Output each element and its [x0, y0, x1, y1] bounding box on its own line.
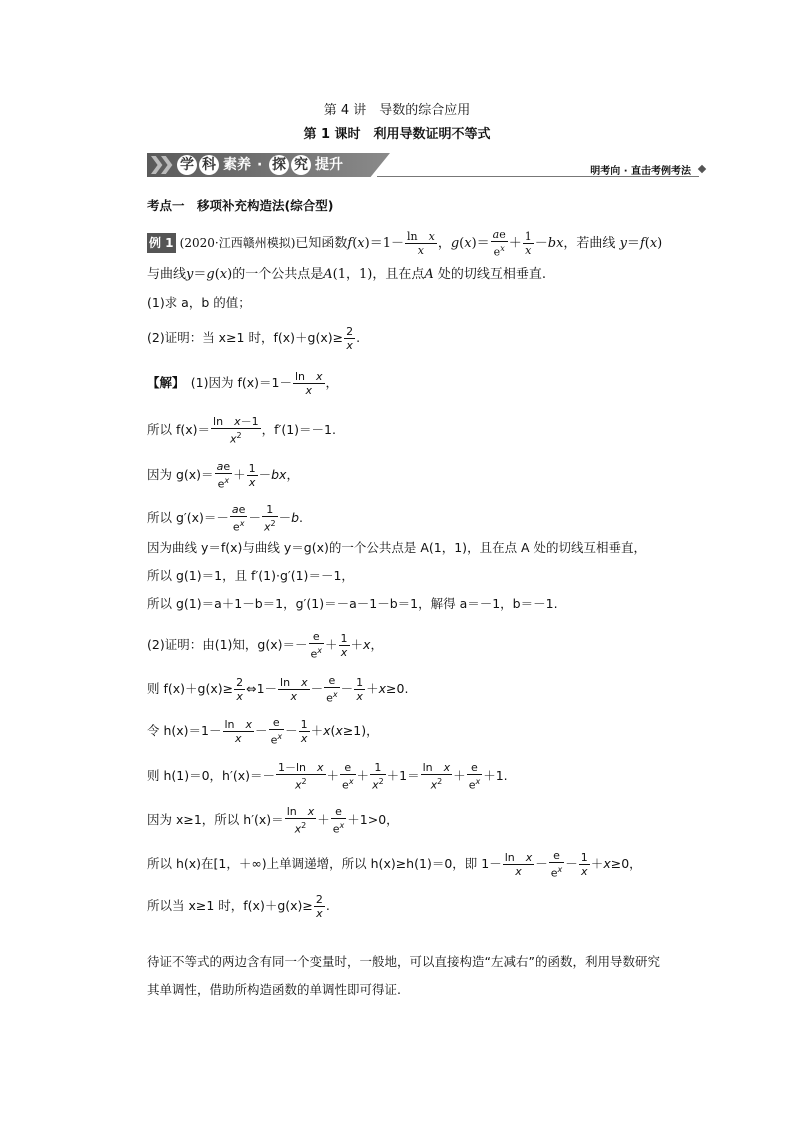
sol-line-6: 所以 g(1)＝1，且 f′(1)·g′(1)＝－1， [147, 568, 354, 583]
banner-text: 提升 [315, 157, 343, 173]
text: 与曲线 [147, 267, 187, 282]
text: (2)证明：当 x≥1 时，f(x)＋g(x)≥ [147, 330, 344, 345]
text: 令 h(x)＝1－ [147, 722, 222, 738]
sol-line-4: 所以 g′(x)＝－ $\frac{ae}{e^x}$ － $\frac{1}{x^2}$ －b. [147, 503, 303, 534]
banner-dot: · [257, 157, 263, 173]
text: 所以当 x≥1 时，f(x)＋g(x)≥ [147, 898, 313, 913]
method-summary: 待证不等式的两边含有同一个变量时，一般地，可以直接构造“左减右”的函数，利用导数研究其单调性，借助所构造函数的单调性即可得证. [147, 954, 660, 997]
text: 所以 f(x)＝ [147, 421, 211, 437]
sol-line-12: 因为 x≥1，所以 h′(x)＝ $\frac{\text{ln x}}{x^2}$ ＋ $\frac{e}{e^x}$ ＋1>0， [147, 805, 399, 836]
text: (2)证明：由(1)知，g(x)＝－ [147, 636, 308, 652]
banner-side-note: 明考向 · 直击考例考法 [590, 166, 691, 177]
text: 则 f(x)＋g(x)≥ [147, 680, 234, 696]
section-banner [147, 150, 707, 180]
lecture-title: 第 4 讲 导数的综合应用 [323, 103, 471, 118]
sol-line-8: (2)证明：由(1)知，g(x)＝－ $\frac{e}{e^x}$ ＋ $\frac{1}{x}$ ＋x， [147, 630, 383, 661]
text: 的一个公共点是 [232, 267, 324, 282]
sol-line-2: 所以 f(x)＝ $\frac{\text{ln x－1}}{x^2}$ ，f′(1)＝－1. [147, 415, 336, 446]
text: 因为 g(x)＝ [147, 466, 214, 482]
text: 已知函数 [295, 235, 348, 251]
text: 所以 h(x)在[1，＋∞)上单调递增，所以 h(x)≥h(1)＝0，即 1－ [147, 855, 502, 871]
text: ，f′(1)＝－1. [261, 421, 336, 437]
example-line-1: 例 1 (2020·江西赣州模拟)已知函数f(x)＝1－ $\frac{\text{ln x}}{x}$ ，g(x)＝ $\frac{ae}{e^x}$ ＋ $\frac{1}{x}$ －bx，若曲线 y＝f(x) [149, 228, 663, 259]
diamond-icon [698, 165, 706, 173]
text: ，且在点 [372, 267, 425, 282]
sol-line-11: 则 h(1)＝0，h′(x)＝－ $\frac{\text{1－ln x}}{x^2}$ ＋ $\frac{e}{e^x}$ ＋ $\frac{1}{x^2}$ ＋1＝ $\frac{\text{ln x}}{x^2}$ ＋ $\frac{e}{e^x}$ ＋1. [147, 761, 508, 792]
sol-line-5: 因为曲线 y＝f(x)与曲线 y＝g(x)的一个公共点是 A(1，1)，且在点 A 处的切线互相垂直， [147, 540, 647, 555]
solution-label: 【解】 [147, 375, 179, 390]
sol-line-14: 所以当 x≥1 时，f(x)＋g(x)≥ $\frac{2}{x}$ . [147, 893, 330, 920]
text: 所以 g′(x)＝－ [147, 509, 229, 525]
example-tag: 例 1 [147, 233, 176, 253]
text: 则 h(1)＝0，h′(x)＝－ [147, 767, 275, 783]
banner-char-circle: 学 [177, 155, 197, 175]
banner-text: 素养 [223, 157, 251, 173]
sol-line-1: 【解】 (1)因为 f(x)＝1－ $\frac{\text{ln x}}{x}$ ， [147, 370, 339, 397]
example-line-2: 与曲线y＝g(x)的一个公共点是A(1，1)，且在点A 处的切线互相垂直. [147, 267, 546, 282]
text: 因为 x≥1，所以 h′(x)＝ [147, 811, 284, 827]
banner-char-circle: 科 [199, 155, 219, 175]
question-2: (2)证明：当 x≥1 时，f(x)＋g(x)≥ $\frac{2}{x}$ . [147, 325, 361, 352]
sol-line-9: 则 f(x)＋g(x)≥ $\frac{2}{x}$ ⇔1－ $\frac{\text{ln x}}{x}$ － $\frac{e}{e^x}$ － $\frac{1}{x}$ ＋x≥0. [147, 674, 409, 705]
lesson-title: 第 1 课时 利用导数证明不等式 [303, 127, 491, 142]
sol-line-13: 所以 h(x)在[1，＋∞)上单调递增，所以 h(x)≥h(1)＝0，即 1－ $\frac{\text{ln x}}{x}$ － $\frac{e}{e^x}$ － $\frac{1}{x}$ ＋x≥0， [147, 849, 642, 880]
sol-line-3: 因为 g(x)＝ $\frac{ae}{e^x}$ ＋ $\frac{1}{x}$ －bx， [147, 460, 299, 491]
sol-line-7: 所以 g(1)＝a＋1－b＝1，g′(1)＝－a－1－b＝1，解得 a＝－1，b＝－1. [147, 596, 558, 611]
question-1: (1)求 a，b 的值； [147, 295, 251, 310]
example-source: (2020·江西赣州模拟) [179, 235, 296, 250]
banner-char-circle: 探 [269, 155, 289, 175]
kaodian-heading: 考点一 移项补充构造法(综合型) [147, 198, 334, 213]
banner-char-circle: 究 [291, 155, 311, 175]
sol-line-10: 令 h(x)＝1－ $\frac{\text{ln x}}{x}$ － $\frac{e}{e^x}$ － $\frac{1}{x}$ ＋x(x≥1)， [147, 716, 379, 747]
text: 处的切线互相垂直. [437, 267, 546, 282]
text: (1)因为 f(x)＝1－ [190, 375, 292, 390]
